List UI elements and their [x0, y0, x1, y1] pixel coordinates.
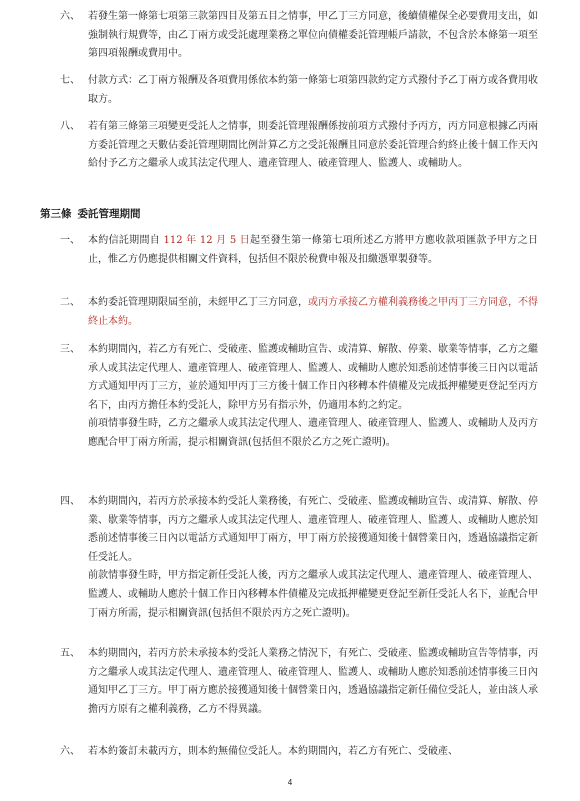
highlight-text: 112 年 12 月 5 日	[160, 235, 250, 246]
page-number: 4	[287, 778, 293, 787]
clause-item-6-prev	[60, 8, 538, 64]
item-text: 若發生第一條第七項第三款第四目及第五目之情事，甲乙丁三方同意，後續債權保全必要費用支出，如強制執行規費等，由乙丁兩方或受託處理業務之單位向債權委託管理帳戶請款，不包含於本條第一項至第四項報酬或費用中。	[88, 11, 538, 60]
item-number: 六、	[60, 746, 80, 757]
section-title: 委託管理期間	[77, 208, 141, 220]
item-text: 本約期間內，若丙方於承接本約受託人業務後，有死亡、受破產、監護或輔助宣告、或清算、解散、停業、歇業等情事，丙方之繼承人或其法定代理人、遺產管理人、破產管理人、監護人、或輔助人應於知悉前述情事後三日內以電話方式通知甲丁兩方，甲丁兩方於接獲通知後十個營業日內，透過協議指定新任受託人。	[88, 496, 538, 563]
item-text-continued: 前項情事發生時，乙方之繼承人或其法定代理人、遺產管理人、破產管理人、監護人、或輔助人及丙方應配合甲丁兩方所需，提示相關資訊(包括但不限於乙方之死亡證明)。	[88, 418, 538, 448]
highlight-text: 或丙方承接乙方權利義務後之甲丙丁三方同意，不得終止本約。	[88, 297, 538, 327]
item-text: 本約信託期間自 112 年 12 月 5 日起至發生第一條第七項所述乙方將甲方應收款項匯款予甲方之日止，惟乙方仍應提供相關文件資料，包括但不限於稅費申報及扣繳憑單製發等。	[88, 235, 539, 265]
clause-item-7-prev	[60, 72, 538, 109]
item-number: 八、	[60, 121, 80, 132]
item-text: 若本約簽訂未載丙方，則本約無備位受託人。本約期間內，若乙方有死亡、受破產、	[88, 746, 458, 757]
item-text-continued: 前款情事發生時，甲方指定新任受託人後，丙方之繼承人或其法定代理人、遺產管理人、破產管理人、監護人、或輔助人應於十個工作日內移轉本件債權及完成抵押權變更登記至新任受託人名下，並配合甲丁兩方所需，提示相關資訊(包括但不限於丙方之死亡證明)。	[88, 570, 538, 619]
clause-item-4	[60, 493, 538, 623]
item-number: 三、	[60, 344, 80, 355]
item-number: 一、	[60, 235, 80, 246]
item-number: 七、	[60, 75, 80, 86]
item-text: 付款方式：乙丁兩方報酬及各項費用係依本約第一條第七項第四款約定方式撥付予乙丁兩方或各費用收取方。	[88, 75, 538, 105]
item-text: 若有第三條第三項變更受託人之情事，則委託管理報酬係按前項方式撥付予丙方，丙方同意根據乙丙兩方委託管理之天數佔委託管理期間比例計算乙方之受託報酬且同意於委託管理合約終止後十個工作天內給付予乙方之繼承人或其法定代理人、遺產管理人、破產管理人、監護人、或輔助人。	[88, 121, 538, 170]
clause-item-6	[60, 743, 538, 762]
clause-item-3	[60, 341, 538, 453]
item-number: 六、	[60, 11, 80, 22]
item-number: 四、	[60, 496, 80, 507]
item-text: 本約期間內，若乙方有死亡、受破產、監護或輔助宣告、或清算、解散、停業、歇業等情事，乙方之繼承人或其法定代理人、遺產管理人、破產管理人、監護人、或輔助人應於知悉前述情事後三日內以電話方式通知甲丙丁三方，並於通知甲丙丁三方後十個工作日內移轉本件債權及完成抵押權變更登記至丙方名下，由丙方擔任本約受託人，除甲方另有指示外，仍適用本約之約定。	[88, 344, 538, 411]
clause-item-5	[60, 645, 538, 719]
item-text: 本約期間內，若丙方於未承接本約受託人業務之情況下，有死亡、受破產、監護或輔助宣告等情事，丙方之繼承人或其法定代理人、遺產管理人、破產管理人、監護人、或輔助人應於知悉前述情事後三日內通知甲乙丁三方。甲丁兩方應於接獲通知後十個營業日內，透過協議指定新任備位受託人，並由該人承擔丙方原有之權利義務，乙方不得異議。	[88, 648, 538, 715]
clause-item-1	[60, 232, 538, 269]
section-heading	[40, 206, 141, 221]
section-label: 第三條	[40, 208, 72, 220]
item-text: 本約委託管理期限屆至前，未經甲乙丁三方同意，或丙方承接乙方權利義務後之甲丙丁三方同意，不得終止本約。	[88, 297, 538, 327]
item-number: 二、	[60, 297, 80, 308]
clause-item-8-prev	[60, 118, 538, 174]
item-number: 五、	[60, 648, 80, 659]
clause-item-2	[60, 294, 538, 331]
